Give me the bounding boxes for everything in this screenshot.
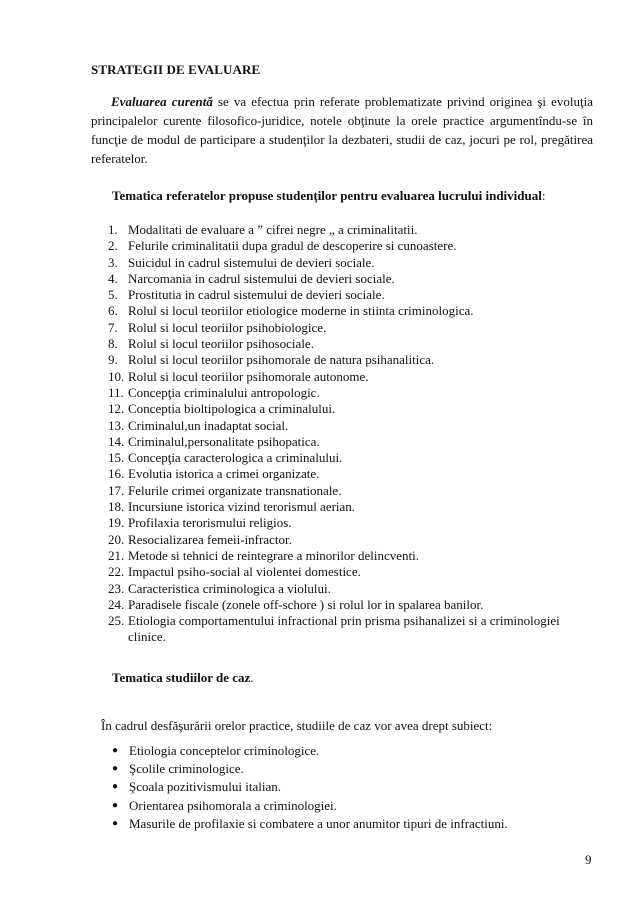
list-item-number: 17. xyxy=(108,482,125,498)
list-item-number: 11. xyxy=(108,384,124,400)
list-item-number: 7. xyxy=(108,319,118,335)
list-item-text: Evolutia istorica a crimei organizate. xyxy=(128,466,320,482)
list-item-text: Conceptia bioltipologica a criminalului. xyxy=(128,401,336,417)
studii-title-text: Tematica studiilor de caz xyxy=(112,670,251,685)
bullet-item xyxy=(112,760,508,778)
list-item xyxy=(108,483,568,499)
list-item-number: 21. xyxy=(108,547,125,563)
list-item-text: Incursiune istorica vizind terorismul aerian. xyxy=(128,499,356,515)
list-item xyxy=(108,303,568,319)
list-item-number: 9. xyxy=(108,352,118,368)
list-item-number: 5. xyxy=(108,287,118,303)
list-item-text: Impactul psiho-social al violentei domestice. xyxy=(128,564,361,580)
list-item-text: Felurile crimei organizate transnationale. xyxy=(128,482,342,498)
list-item xyxy=(108,271,568,287)
bullet-item xyxy=(112,778,508,796)
list-item-text: Rolul si locul teoriilor psihomorale autonome. xyxy=(128,368,369,384)
list-item-number: 23. xyxy=(108,580,125,596)
list-item xyxy=(108,564,568,580)
list-item-number: 14. xyxy=(108,433,125,449)
list-item xyxy=(108,222,568,238)
list-item-text: Paradisele fiscale (zonele off-schore ) si rolul lor in spalarea banilor. xyxy=(128,596,484,612)
referate-list xyxy=(108,222,568,646)
bullet-icon: ● xyxy=(112,799,119,811)
page-number: 9 xyxy=(585,852,592,867)
studii-intro: În cadrul desfăşurării orelor practice, studiile de caz vor avea drept subiect: xyxy=(101,718,493,733)
intro-text: se va efectua prin referate problematizate privind originea şi evoluţia principalelor curente filosofico-juridice, notele obţinute la orele practice argumentîndu-se în funcţie de modul de participare a studenţilor la dezbateri, studii de caz, jocuri pe rol, pregătirea referatelor. xyxy=(91,94,593,166)
list-item xyxy=(108,581,568,597)
list-item xyxy=(108,238,568,254)
list-item-number: 13. xyxy=(108,417,125,433)
list-item-number: 12. xyxy=(108,401,125,417)
list-item-number: 22. xyxy=(108,564,125,580)
list-item xyxy=(108,597,568,613)
list-item xyxy=(108,532,568,548)
list-item-number: 16. xyxy=(108,466,125,482)
list-item-text: Prostitutia in cadrul sistemului de devieri sociale. xyxy=(128,287,385,303)
list-item-text: Criminalul,personalitate psihopatica. xyxy=(128,433,320,449)
list-item-text: Narcomania in cadrul sistemului de devieri sociale. xyxy=(128,270,395,286)
list-item-number: 3. xyxy=(108,254,118,270)
list-item xyxy=(108,287,568,303)
list-item xyxy=(108,499,568,515)
list-item-text: Modalitati de evaluare a ” cifrei negre „ a criminalitatii. xyxy=(128,222,418,237)
list-item-number: 10. xyxy=(108,368,125,384)
intro-lead: Evaluarea curentă xyxy=(111,94,213,109)
list-item-number: 25. xyxy=(108,613,125,629)
list-item-number: 2. xyxy=(108,238,118,254)
bullet-item xyxy=(112,797,508,815)
bullet-text: Şcolile criminologice. xyxy=(129,761,244,777)
list-item-text: Rolul si locul teoriilor psihomorale de natura psihanalitica. xyxy=(128,352,435,368)
bullet-icon: ● xyxy=(112,763,119,775)
list-item-number: 4. xyxy=(108,270,118,286)
list-item-text: Rolul si locul teoriilor etiologice moderne in stiinta criminologica. xyxy=(128,303,474,319)
list-item xyxy=(108,548,568,564)
list-item-text: Rolul si locul teoriilor psihosociale. xyxy=(128,336,314,352)
bullet-icon: ● xyxy=(112,745,119,756)
list-item xyxy=(108,418,568,434)
list-item-number: 19. xyxy=(108,515,125,531)
list-item-number: 1. xyxy=(108,222,118,237)
studii-title-suffix: . xyxy=(250,670,254,685)
studii-list xyxy=(112,742,508,833)
list-item xyxy=(108,613,568,646)
bullet-item xyxy=(112,742,508,760)
list-item-text: Etiologia comportamentului infractional prin prisma psihanalizei si a criminologiei clinice. xyxy=(128,613,560,645)
list-item-text: Rolul si locul teoriilor psihobiologice. xyxy=(128,319,327,335)
list-item xyxy=(108,385,568,401)
list-item-number: 6. xyxy=(108,303,118,319)
list-item-text: Concepţia criminalului antropologic. xyxy=(128,384,320,400)
list-item-text: Metode si tehnici de reintegrare a minorilor delincventi. xyxy=(128,547,419,563)
list-item xyxy=(108,320,568,336)
referate-title-suffix: : xyxy=(541,188,546,203)
list-item-text: Profilaxia terorismului religios. xyxy=(128,515,292,531)
section-heading: STRATEGII DE EVALUARE xyxy=(91,62,261,77)
list-item xyxy=(108,255,568,271)
bullet-icon: ● xyxy=(112,817,119,829)
list-item-text: Suicidul in cadrul sistemului de devieri sociale. xyxy=(128,254,375,270)
list-item-text: Concepţia caracterologica a criminalului. xyxy=(128,450,343,466)
list-item-text: Caracteristica criminologica a violului. xyxy=(128,580,331,596)
list-item-number: 24. xyxy=(108,596,125,612)
list-item xyxy=(108,434,568,450)
list-item-number: 20. xyxy=(108,531,125,547)
referate-title-text: Tematica referatelor propuse studenţilor pentru evaluarea lucrului individual xyxy=(112,188,542,203)
list-item-number: 8. xyxy=(108,336,118,352)
bullet-icon: ● xyxy=(112,781,119,793)
studii-title xyxy=(112,670,254,686)
bullet-text: Masurile de profilaxie si combatere a unor anumitor tipuri de infractiuni. xyxy=(129,815,508,831)
list-item xyxy=(108,369,568,385)
bullet-item xyxy=(112,815,508,833)
list-item xyxy=(108,515,568,531)
list-item xyxy=(108,336,568,352)
list-item-text: Resocializarea femeii-infractor. xyxy=(128,531,292,547)
list-item xyxy=(108,352,568,368)
referate-title xyxy=(112,188,545,204)
bullet-text: Orientarea psihomorala a criminologiei. xyxy=(129,797,337,813)
list-item xyxy=(108,401,568,417)
list-item xyxy=(108,450,568,466)
list-item-number: 18. xyxy=(108,499,125,515)
list-item-text: Criminalul,un inadaptat social. xyxy=(128,417,289,433)
list-item-text: Felurile criminalitatii dupa gradul de descoperire si cunoastere. xyxy=(128,238,457,254)
list-item xyxy=(108,466,568,482)
intro-paragraph xyxy=(91,92,593,168)
bullet-text: Şcoala pozitivismului italian. xyxy=(129,779,282,795)
bullet-text: Etiologia conceptelor criminologice. xyxy=(129,743,320,758)
list-item-number: 15. xyxy=(108,450,125,466)
